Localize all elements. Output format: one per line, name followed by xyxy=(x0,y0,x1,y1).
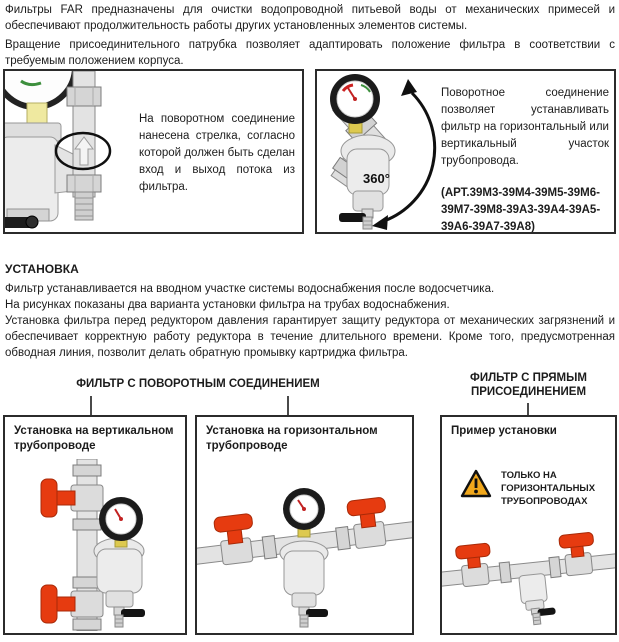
callout-flow-text: На поворотном соединение нанесена стрелка, согласно которой должен быть сделан вход и выход потока из фильтра. xyxy=(139,113,295,193)
diagram-title-direct: Пример установки xyxy=(451,425,557,437)
diagram-box-horizontal xyxy=(195,415,414,635)
intro-paragraph-1: Фильтры FAR предназначены для очистки водопроводной питьевой воды от механических примесей и обеспечивают продолжительность работы других установленных элементов системы. xyxy=(5,4,615,32)
drain-valve-icon xyxy=(299,607,328,627)
warning-text: ТОЛЬКО НА ГОРИЗОНТАЛЬНЫХ ТРУБОПРОВОДАХ xyxy=(501,470,596,507)
connector-line-middle xyxy=(287,396,289,415)
connector-line-right xyxy=(527,403,529,415)
article-numbers: (АРТ.39M3-39M4-39M5-39M6-39M7-39M8-39A3-39A4-39A5-39A6-39A7-39A8) xyxy=(441,187,601,233)
filter-closeup-illustration xyxy=(5,71,133,232)
diagram-title-vertical: Установка на вертикальном трубопроводе xyxy=(14,425,174,452)
callout-rotation-text xyxy=(441,85,609,234)
pressure-gauge-icon xyxy=(283,488,325,537)
connector-line-left xyxy=(90,396,92,415)
valve-handle-icon xyxy=(347,497,387,517)
vertical-install-illustration xyxy=(5,459,185,631)
shutoff-valve-top xyxy=(41,479,103,517)
filter-body xyxy=(519,573,549,611)
valve-handle-icon xyxy=(41,585,57,623)
drain-valve-icon xyxy=(114,607,145,627)
intro-paragraph-2: Вращение присоединительного патрубка позволяет адаптировать положение фильтра в соответствии с требуемым положением корпуса. xyxy=(5,39,615,67)
direct-install-illustration xyxy=(442,519,615,631)
diagram-box-vertical xyxy=(3,415,187,635)
valve-handle-icon xyxy=(559,532,594,548)
valve-handle-icon xyxy=(41,479,57,517)
filter-rotation-illustration xyxy=(321,71,439,232)
callout-box-rotation xyxy=(315,69,616,234)
group-title-rotary: ФИЛЬТР С ПОВОРОТНЫМ СОЕДИНЕНИЕМ xyxy=(76,378,320,390)
rotation-angle-label: 360° xyxy=(363,171,390,186)
drain-valve-icon xyxy=(339,209,373,229)
warning-note xyxy=(460,469,613,508)
installation-paragraph-3: Установка фильтра перед редуктором давления гарантирует защиту редуктора от механических загрязнений и обеспечивает корректную работу редуктора в течение длительного времени. Кроме того, предусмотренная обводная линия, позволит делать обратную промывку картриджа фильтра. xyxy=(5,315,615,359)
warning-triangle-icon xyxy=(460,469,492,499)
diagram-box-direct xyxy=(440,415,617,635)
installation-paragraph-2: На рисунках показаны два варианта установки фильтра на трубах водоснабжения. xyxy=(5,299,450,311)
callout-box-flow-arrow xyxy=(3,69,304,234)
valve-handle-icon xyxy=(214,513,254,533)
installation-heading: УСТАНОВКА xyxy=(5,262,79,276)
drain-valve-icon xyxy=(5,216,38,228)
filter-body xyxy=(280,541,328,607)
valve-handle-icon xyxy=(455,543,490,559)
group-title-direct: ФИЛЬТР С ПРЯМЫМ ПРИСОЕДИНЕНИЕМ xyxy=(470,372,587,398)
pressure-gauge-icon xyxy=(5,71,75,123)
rotation-text: Поворотное соединение позволяет устанавливать фильтр на горизонтальный или вертикальный участок трубопровода. xyxy=(441,87,609,167)
diagram-title-horizontal: Установка на горизонтальном трубопроводе xyxy=(206,425,378,452)
drain-valve-icon xyxy=(531,606,557,624)
shutoff-valve-bottom xyxy=(41,585,103,623)
installation-paragraph-1: Фильтр устанавливается на вводном участке системы водоснабжения после водосчетчика. xyxy=(5,283,495,295)
horizontal-install-illustration xyxy=(197,461,412,631)
